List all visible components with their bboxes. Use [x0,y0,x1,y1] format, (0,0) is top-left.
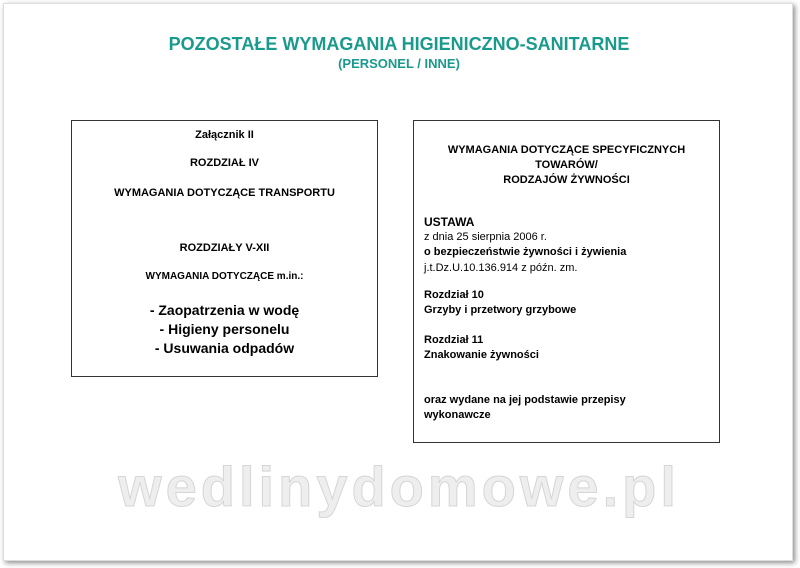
watermark: wedlinydomowe.pl [118,455,680,518]
requirement-item: - Usuwania odpadów [154,340,295,356]
chapter10-label: Rozdział 10 [424,289,484,301]
page-subtitle: (PERSONEL / INNE) [338,56,460,71]
heading-line: RODZAJÓW ŻYWNOŚCI [503,174,630,186]
heading-line: WYMAGANIA DOTYCZĄCE SPECYFICZNYCH [447,144,686,156]
act-date: z dnia 25 sierpnia 2006 r. [424,231,547,243]
chapter-label: ROZDZIAŁ IV [189,157,260,169]
closing-line: oraz wydane na jej podstawie przepisy [424,394,626,406]
chapter11-label: Rozdział 11 [424,334,484,346]
chapters-label: ROZDZIAŁY V-XII [179,242,270,254]
chapter10-title: Grzyby i przetwory grzybowe [424,304,577,316]
heading-line: TOWARÓW/ [535,159,598,171]
act-reference: j.t.Dz.U.10.136.914 z późn. zm. [424,262,578,274]
transport-requirements-box [71,120,378,377]
act-label: USTAWA [424,215,475,229]
act-title: o bezpieczeństwie żywności i żywienia [424,246,627,258]
annex-label: Załącznik II [195,129,254,141]
chapter11-title: Znakowanie żywności [424,349,539,361]
page-title: POZOSTAŁE WYMAGANIA HIGIENICZNO-SANITARNE [168,34,630,54]
closing-line: wykonawcze [424,409,491,421]
chapter-title: WYMAGANIA DOTYCZĄCE TRANSPORTU [114,187,335,199]
requirement-item: - Zaopatrzenia w wodę [149,302,300,318]
requirements-label: WYMAGANIA DOTYCZĄCE m.in.: [145,271,304,282]
requirement-item: - Higieny personelu [159,321,290,337]
slide [3,3,793,561]
specific-goods-requirements-box [413,120,720,443]
